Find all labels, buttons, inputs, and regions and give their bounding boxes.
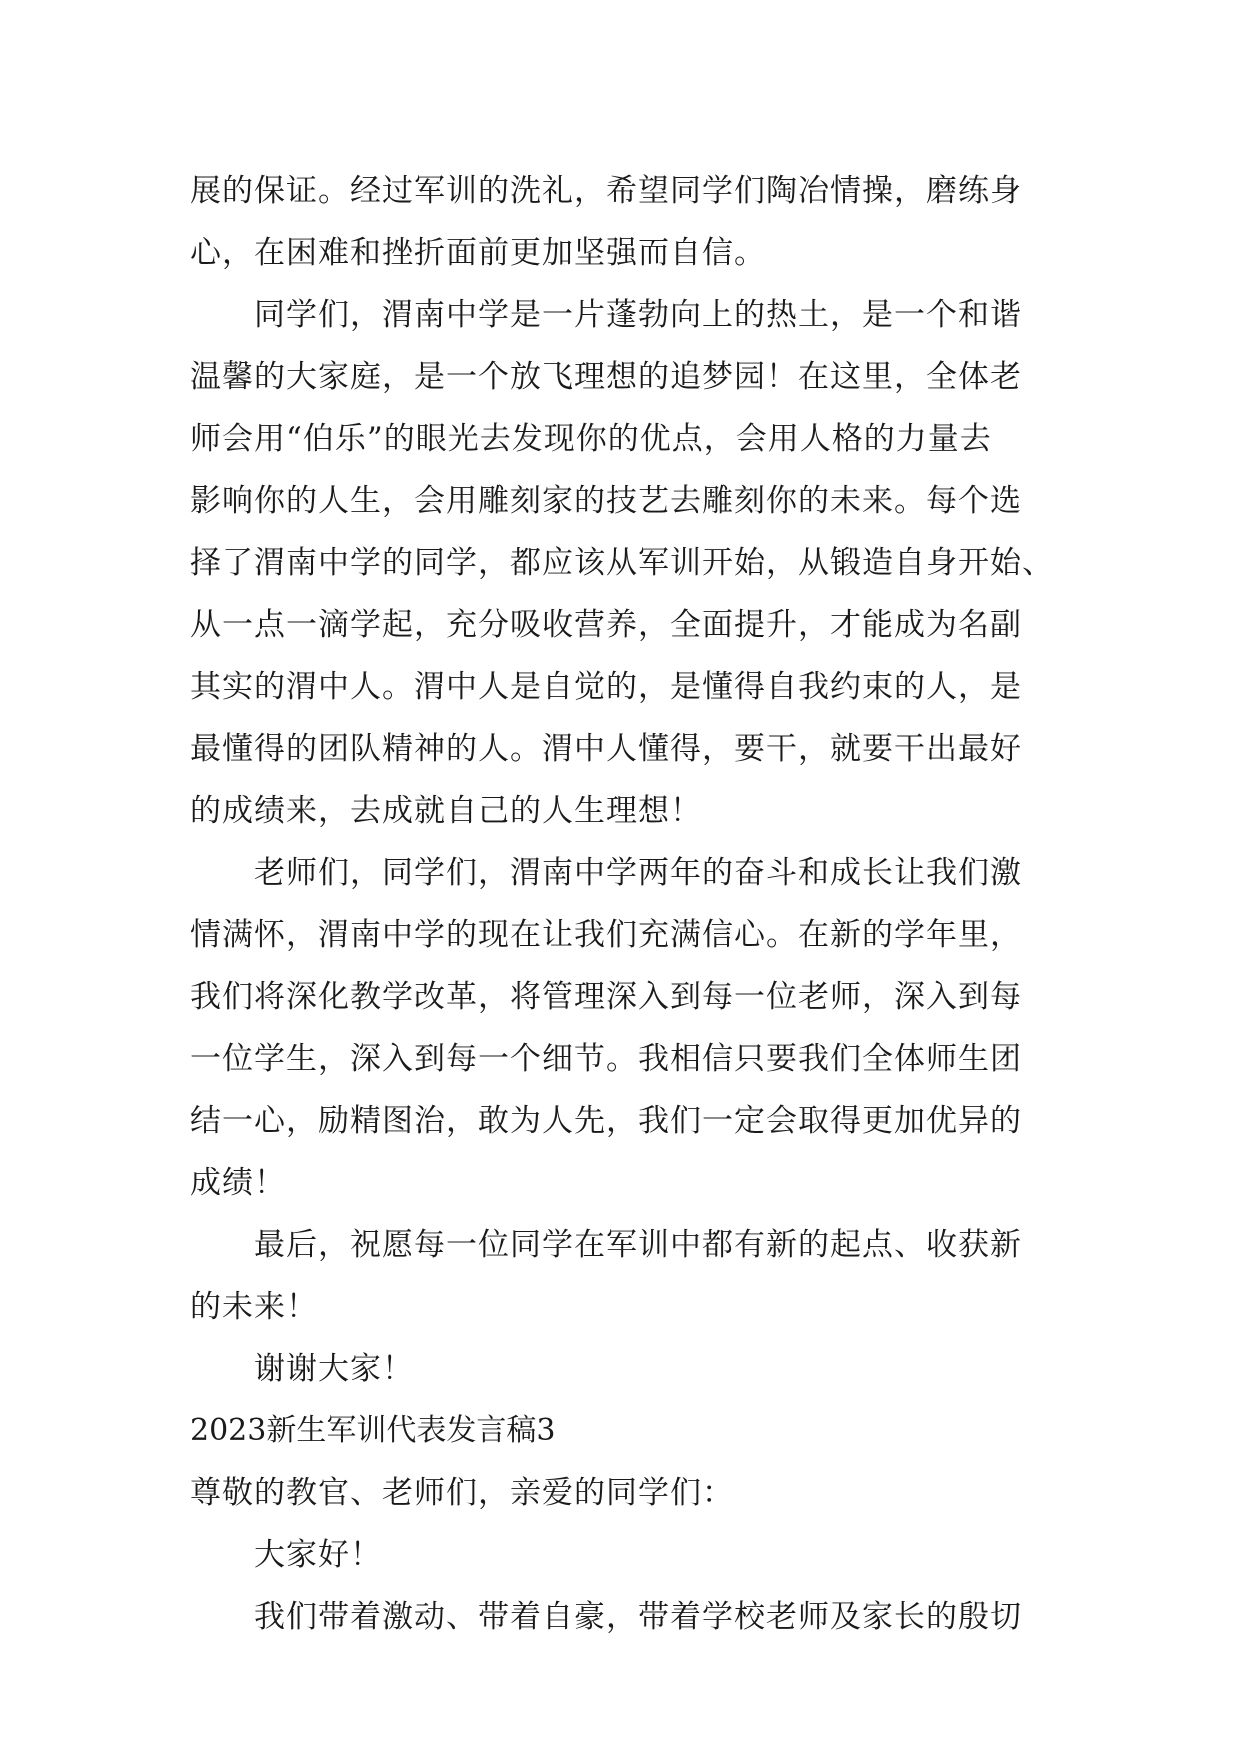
- paragraph-start: 我们带着激动、带着自豪，带着学校老师及家长的殷切: [254, 1599, 1022, 1635]
- text-line: 的未来！: [190, 1289, 318, 1325]
- document-page: [190, 160, 1054, 1648]
- text-line: 温馨的大家庭，是一个放飞理想的追梦园！在这里，全体老: [190, 359, 1022, 395]
- greeting: 大家好！: [254, 1537, 382, 1573]
- paragraph-start: 最后，祝愿每一位同学在军训中都有新的起点、收获新: [254, 1227, 1022, 1263]
- text-line: 最懂得的团队精神的人。渭中人懂得，要干，就要干出最好: [190, 731, 1022, 767]
- text-line: 其实的渭中人。渭中人是自觉的，是懂得自我约束的人，是: [190, 669, 1022, 705]
- text-line: 师会用“伯乐”的眼光去发现你的优点，会用人格的力量去: [190, 421, 992, 457]
- salutation: 尊敬的教官、老师们，亲爱的同学们：: [190, 1475, 734, 1511]
- section-heading: 2023新生军训代表发言稿3: [190, 1413, 556, 1448]
- text-line: 影响你的人生，会用雕刻家的技艺去雕刻你的未来。每个选: [190, 483, 1022, 519]
- text-line: 展的保证。经过军训的洗礼，希望同学们陶冶情操，磨练身: [190, 173, 1022, 209]
- text-line: 择了渭南中学的同学，都应该从军训开始，从锻造自身开始、: [190, 545, 1054, 581]
- text-line: 的成绩来，去成就自己的人生理想！: [190, 793, 702, 829]
- text-line: 情满怀，渭南中学的现在让我们充满信心。在新的学年里，: [190, 917, 1022, 953]
- text-line: 成绩！: [190, 1165, 286, 1201]
- text-line: 从一点一滴学起，充分吸收营养，全面提升，才能成为名副: [190, 607, 1022, 643]
- text-line: 心，在困难和挫折面前更加坚强而自信。: [190, 235, 766, 271]
- paragraph-start: 同学们，渭南中学是一片蓬勃向上的热土，是一个和谐: [254, 297, 1022, 333]
- text-line: 一位学生，深入到每一个细节。我相信只要我们全体师生团: [190, 1041, 1022, 1077]
- paragraph-start: 老师们，同学们，渭南中学两年的奋斗和成长让我们激: [254, 855, 1022, 891]
- paragraph-start: 谢谢大家！: [254, 1351, 414, 1387]
- text-line: 我们将深化教学改革，将管理深入到每一位老师，深入到每: [190, 979, 1022, 1015]
- text-line: 结一心，励精图治，敢为人先，我们一定会取得更加优异的: [190, 1103, 1022, 1139]
